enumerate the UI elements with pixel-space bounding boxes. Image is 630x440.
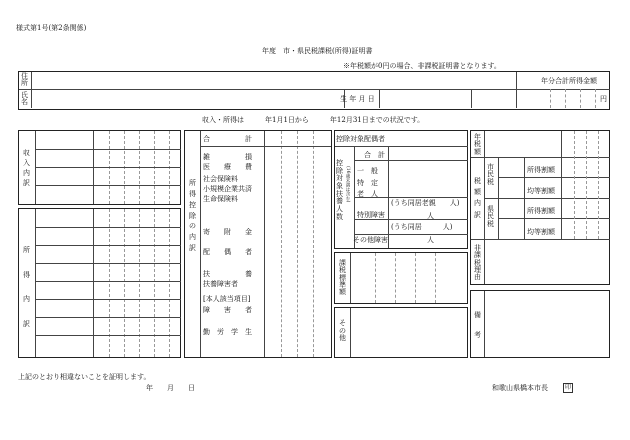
address-label: 住 所	[21, 72, 28, 87]
annual-income-label: 年分合計所得金額	[541, 77, 597, 85]
city-tax-label: 市 民 税	[487, 163, 494, 186]
deduction-social-insurance: 社会保険料	[203, 175, 238, 183]
deduction-spouse: 配 偶 者	[203, 248, 252, 256]
deduction-disabled: 障 害 者	[203, 306, 252, 314]
name-label: 氏 名	[21, 91, 28, 106]
deduction-life-insurance: 生命保険料	[203, 195, 238, 203]
deduction-casualty: 雑 損	[203, 153, 252, 161]
deduction-dependent: 扶 養	[203, 270, 252, 278]
dependents-special-disabled: 特別障害	[357, 211, 385, 219]
taxable-standard-label: 課 税 標 準 額	[339, 259, 346, 297]
city-per-capita-levy: 均等割額	[527, 187, 555, 195]
income-detail-box	[18, 208, 181, 358]
certify-text: 上記のとおり相違ないことを証明します。	[18, 373, 151, 381]
deduction-dependent-disabled: 扶養障害者	[203, 280, 238, 288]
pref-tax-label: 県 民 税	[487, 205, 494, 228]
dependents-box	[334, 130, 468, 249]
pref-income-levy: 所得割額	[527, 207, 555, 215]
form-number: 様式第1号(第2条関係)	[16, 24, 87, 32]
deduction-small-business: 小規模企業共済	[203, 185, 252, 193]
birth-label: 生 年 月 日	[340, 95, 375, 103]
nonTax-note: ※年税額が0円の場合、非課税証明書となります。	[343, 62, 501, 70]
remarks-label: 備 考	[474, 311, 481, 339]
deduction-total: 合 計	[203, 135, 252, 143]
income-breakdown-box	[18, 130, 181, 205]
dependents-elderly-note: (うち同居老親 人)	[391, 199, 460, 207]
dependents-other-disabled: その他障害	[353, 236, 388, 244]
yen-unit: 円	[600, 95, 607, 103]
pref-per-capita-levy: 均等割額	[527, 228, 555, 236]
deduction-medical: 医 療 費	[203, 163, 252, 171]
annual-tax-label: 年 税 額	[474, 133, 481, 156]
deduction-donation: 寄 附 金	[203, 228, 252, 236]
nontax-reason-label: 非 課 税 理 由	[474, 244, 481, 282]
deduction-self-header: [本人該当項目]	[203, 295, 251, 303]
deduction-label: 所 得 控 除 の 内 訳	[189, 179, 196, 253]
dependents-person-unit: 人	[427, 212, 434, 220]
period-text: 収入・所得は 年1月1日から 年12月31日までの状況です。	[202, 116, 425, 124]
seal-stamp: 印	[564, 384, 571, 391]
dependents-special-note: (うち同居 人)	[391, 223, 453, 231]
date-text: 年 月 日	[146, 384, 195, 392]
spouse-target-label: 控除対象配偶者	[336, 135, 385, 143]
dependents-sub: (16歳未満は含む)	[345, 166, 350, 203]
issuer-name: 和歌山県橋本市長	[492, 384, 548, 392]
income-breakdown-label: 収 入 内 訳	[23, 149, 30, 188]
other-label: そ の 他	[339, 319, 346, 343]
dependents-label: 控 除 対 象 扶 養 人 数	[336, 159, 343, 221]
page-title: 年度 市・県民税課税(所得)証明書	[262, 47, 373, 55]
remarks-box	[470, 290, 610, 358]
taxable-standard-box	[334, 252, 468, 304]
other-box	[334, 307, 468, 358]
income-detail-label: 所 得 内 訳	[23, 246, 30, 328]
city-income-levy: 所得割額	[527, 166, 555, 174]
dependents-other-unit: 人	[427, 236, 434, 244]
dependents-total: 合 計	[364, 151, 385, 159]
dependents-specific: 特 定	[357, 179, 378, 187]
personal-info-box	[18, 71, 610, 110]
tax-breakdown-label: 税 額 内 訳	[474, 177, 481, 219]
dependents-general: 一 般	[357, 167, 378, 175]
deduction-working-student: 勤 労 学 生	[203, 328, 252, 336]
dependents-elderly: 老 人	[357, 190, 378, 198]
